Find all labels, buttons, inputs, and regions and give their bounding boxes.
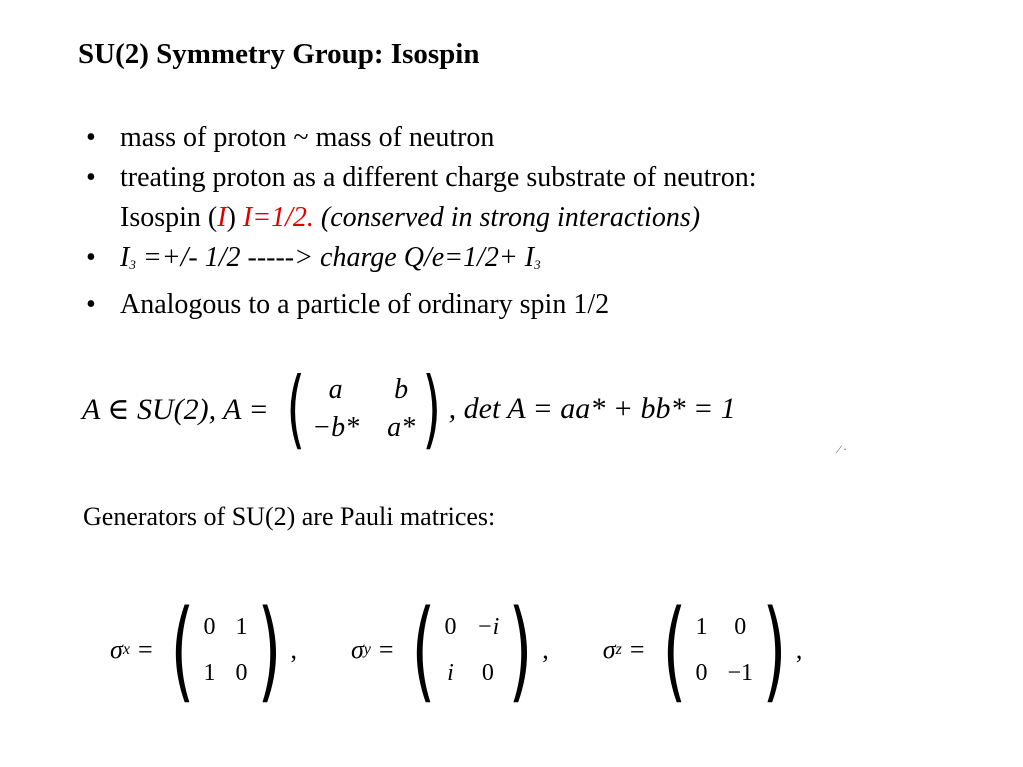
sigma-symbol: σ	[350, 635, 364, 664]
pauli-y	[350, 586, 549, 714]
su2-matrix	[312, 372, 415, 446]
equals-sign: =	[137, 635, 153, 664]
sigma-subscript: y	[363, 641, 371, 658]
i3-symbol: I	[120, 242, 130, 273]
matrix-entry: b	[394, 374, 409, 405]
comma: ,	[290, 635, 297, 664]
matrix-entry: 1	[695, 614, 708, 640]
matrix-entry: 0	[444, 614, 457, 640]
su2-definition-equation	[82, 359, 736, 459]
bullet-item	[86, 158, 966, 238]
matrix-entry: −i	[476, 614, 500, 640]
sigma-subscript: z	[615, 641, 622, 658]
pauli-y-matrix	[444, 613, 499, 687]
matrix-entry: 0	[481, 660, 494, 686]
isospin-label: Isospin (	[120, 202, 218, 233]
matrix-entry: 0	[203, 614, 216, 640]
right-paren: )	[762, 586, 787, 714]
equals-sign: =	[378, 635, 394, 664]
matrix-entry: i	[447, 660, 454, 686]
pauli-z-matrix	[695, 613, 753, 687]
isospin-close: )	[226, 202, 236, 233]
bullet-item	[86, 118, 966, 158]
sigma-symbol: σ	[110, 635, 123, 664]
right-paren: )	[257, 586, 281, 714]
bullet-dot: •	[86, 122, 96, 153]
matrix-entry: 0	[734, 614, 747, 640]
comma: ,	[542, 635, 549, 664]
matrix-entry: 0	[695, 660, 708, 686]
sigma-symbol: σ	[602, 635, 616, 664]
matrix-entry: −b*	[312, 412, 360, 443]
matrix-entry: a*	[387, 412, 416, 443]
right-paren: )	[509, 586, 533, 714]
matrix-entry: 1	[235, 614, 248, 640]
artifact-mark: ⁄ ·	[838, 442, 847, 456]
bullet-dot: •	[86, 162, 96, 193]
pauli-x	[110, 586, 297, 714]
charge-relation: =+/- 1/2 -----> charge Q/e=1/2+ I	[142, 242, 535, 273]
bullet-item	[86, 285, 966, 325]
sigma-subscript: x	[122, 641, 130, 658]
comma: ,	[795, 635, 803, 664]
pauli-matrices-equation	[110, 586, 870, 714]
matrix-entry: −1	[727, 660, 753, 686]
isospin-symbol: I	[217, 202, 227, 233]
bullet-dot: •	[86, 242, 96, 273]
left-paren: (	[411, 586, 435, 714]
left-paren: (	[170, 586, 194, 714]
slide-title: SU(2) Symmetry Group: Isospin	[78, 38, 480, 70]
isospin-value: I=1/2.	[242, 202, 314, 233]
bullet-dot: •	[86, 289, 96, 320]
equation-lhs: A ∈ SU(2), A =	[82, 392, 269, 426]
i3-subscript: 3	[534, 257, 541, 272]
right-paren: )	[422, 359, 442, 459]
bullet-text: treating proton as a different charge substrate of neutron:	[120, 162, 757, 193]
generators-text: Generators of SU(2) are Pauli matrices:	[83, 502, 496, 531]
equation-rhs: , det A = aa* + bb* = 1	[448, 392, 736, 425]
bullet-text: mass of proton ~ mass of neutron	[120, 122, 495, 153]
bullet-item	[86, 238, 966, 285]
left-paren: (	[662, 586, 686, 714]
bullet-list	[86, 118, 966, 325]
conservation-note: (conserved in strong interactions)	[320, 202, 701, 233]
pauli-z	[602, 586, 803, 714]
matrix-entry: 0	[235, 660, 248, 686]
left-paren: (	[286, 359, 305, 459]
bullet-text: Analogous to a particle of ordinary spin 1/2	[120, 289, 610, 320]
i3-subscript: 3	[129, 257, 136, 272]
equals-sign: =	[629, 635, 645, 664]
pauli-x-matrix	[204, 613, 248, 687]
matrix-entry: 1	[203, 660, 216, 686]
matrix-entry: a	[328, 374, 343, 405]
